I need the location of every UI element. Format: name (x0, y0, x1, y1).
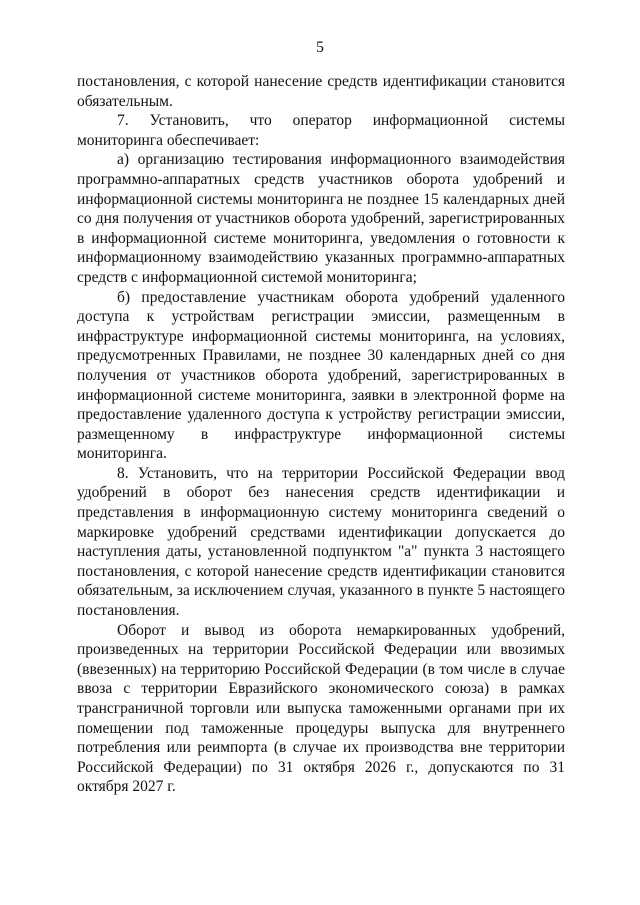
page-number: 5 (316, 39, 324, 56)
document-body (77, 72, 565, 797)
paragraph-item-8: 8. Установить, что на территории Российской Федерации ввод удобрений в оборот без нанесения средств идентификации и представления в информационную систему мониторинга сведений о маркировке удобрений средствами идентификации допускается до наступления даты, установленной подпунктом "а" пункта 3 настоящего постановления, с которой нанесение средств идентификации становится обязательным, за исключением случая, указанного в пункте 5 настоящего постановления. (77, 464, 565, 620)
paragraph-item-7b: б) предоставление участникам оборота удобрений удаленного доступа к устройствам регистрации эмиссии, размещенным в инфраструктуре информационной системы мониторинга, на условиях, предусмотренных Правилами, не позднее 30 календарных дней со дня получения от участников оборота удобрений, зарегистрированных в информационной системе мониторинга, заявки в электронной форме на предоставление удаленного доступа к устройству регистрации эмиссии, размещенному в инфраструктуре информационной системы мониторинга. (77, 288, 565, 463)
paragraph-continuation: постановления, с которой нанесение средств идентификации становится обязательным. (77, 73, 565, 110)
paragraph-item-7a: а) организацию тестирования информационного взаимодействия программно-аппаратных средств участников оборота удобрений и информационной системы мониторинга не позднее 15 календарных дней со дня получения от участников оборота удобрений, зарегистрированных в информационной системе мониторинга, уведомления о готовности к информационному взаимодействию указанных программно-аппаратных средств с информационной системой мониторинга; (77, 151, 565, 286)
paragraph-item-7: 7. Установить, что оператор информационной системы мониторинга обеспечивает: (77, 112, 565, 149)
paragraph-item-8-continued: Оборот и вывод из оборота немаркированных удобрений, произведенных на территории Российской Федерации или ввозимых (ввезенных) на территорию Российской Федерации (в том числе в случае ввоза с территории Евразийского экономического союза) в рамках трансграничной торговли или выпуска таможенными органами при их помещении под таможенные процедуры выпуска для внутреннего потребления или реимпорта (в случае их производства вне территории Российской Федерации) по 31 октября 2026 г., допускаются по 31 октября 2027 г. (77, 621, 565, 796)
